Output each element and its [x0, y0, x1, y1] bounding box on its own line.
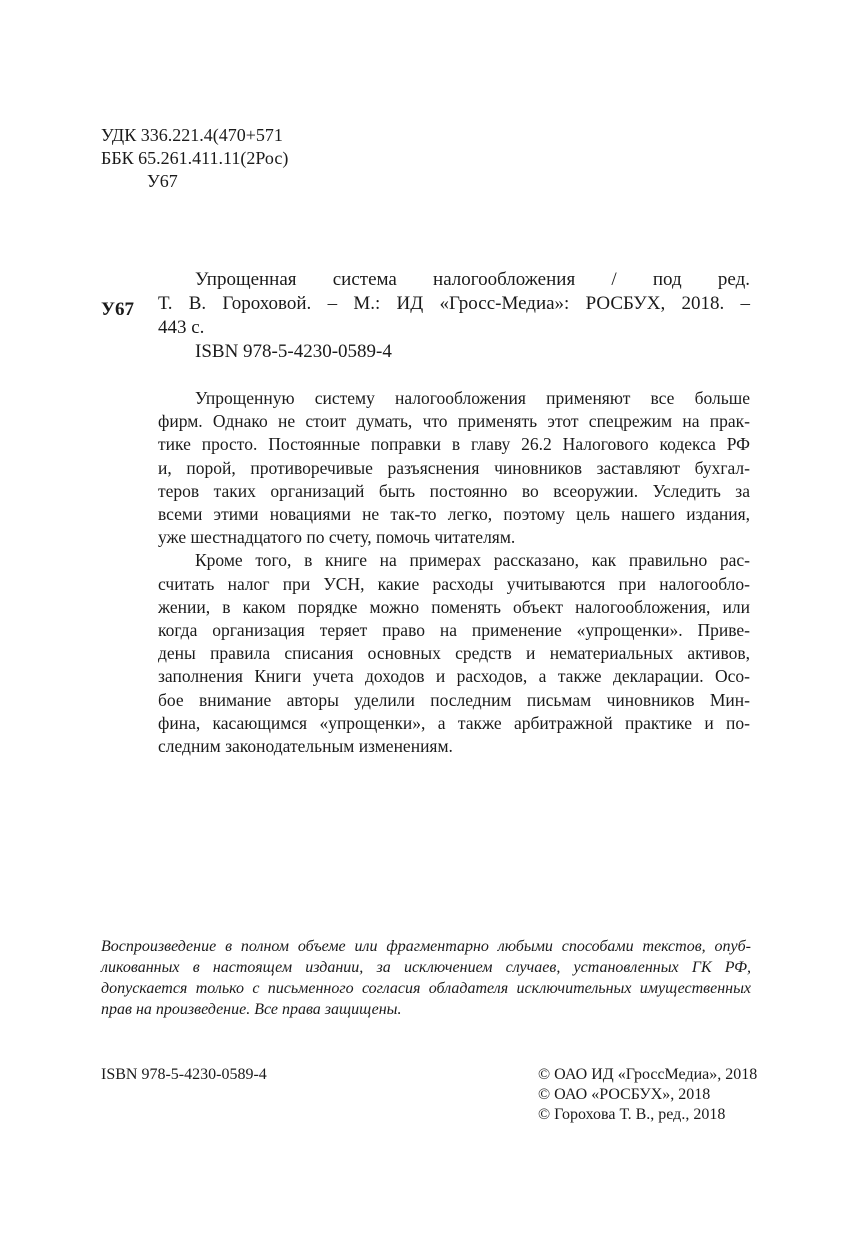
annotation-line: всеми этими новациями не так-то легко, поэтому цель нашего издания,	[158, 504, 750, 525]
annotation-line: бое внимание авторы уделили последним письмам чиновников Мин-	[158, 689, 750, 710]
bib-line-publisher: Т. В. Гороховой. – М.: ИД «Гросс-Медиа»: РОСБУХ, 2018. –	[158, 293, 750, 314]
annotation-line: уже шестнадцатого по счету, помочь читателям.	[158, 527, 516, 548]
annotation-line: фирм. Однако не стоит думать, что применять этот спецрежим на прак-	[158, 411, 750, 432]
annotation-line: считать налог при УСН, какие расходы учитываются при налогообло-	[158, 573, 750, 594]
copyright-line: © ОАО «РОСБУХ», 2018	[538, 1086, 711, 1103]
annotation-line: фина, касающимся «упрощенки», а также арбитражной практике и по-	[158, 712, 750, 733]
legal-line: Воспроизведение в полном объеме или фрагментарно любыми способами текстов, опуб-	[101, 938, 751, 955]
bib-line-pages: 443 с.	[158, 317, 205, 338]
annotation-line: тике просто. Постоянные поправки в главу 26.2 Налогового кодекса РФ	[158, 434, 750, 455]
legal-notice	[101, 936, 751, 1020]
classification-codes	[101, 124, 288, 193]
legal-line: допускается только с письменного согласия обладателя исключительных имущественных	[101, 980, 751, 997]
annotation-line: заполнения Книги учета доходов и расходов, а также декларации. Осо-	[158, 666, 750, 687]
annotation-line: дены правила списания основных средств и нематериальных активов,	[158, 643, 750, 664]
annotation-line: Упрощенную систему налогообложения применяют все больше	[195, 388, 750, 408]
legal-line: ликованных в настоящем издании, за исключением случаев, установленных ГК РФ,	[101, 959, 751, 976]
author-mark: У67	[147, 171, 178, 191]
bib-isbn: ISBN 978-5-4230-0589-4	[195, 341, 392, 362]
annotation-line: когда организация теряет право на применение «упрощенки». Приве-	[158, 620, 750, 641]
footer-isbn: ISBN 978-5-4230-0589-4	[101, 1066, 267, 1083]
annotation	[158, 387, 750, 758]
copyright-block	[538, 1065, 757, 1125]
legal-line: прав на произведение. Все права защищены.	[101, 1001, 402, 1018]
copyright-line: © Горохова Т. В., ред., 2018	[538, 1106, 726, 1123]
bib-line-title: Упрощенная система налогообложения / под ред.	[195, 269, 750, 290]
bib-author-mark: У67	[101, 299, 134, 320]
annotation-line: следним законодательным изменениям.	[158, 736, 453, 757]
udk-code: УДК 336.221.4(470+571	[101, 125, 283, 145]
copyright-line: © ОАО ИД «ГроссМедиа», 2018	[538, 1066, 758, 1083]
annotation-line: жении, в каком порядке можно поменять объект налогообложения, или	[158, 596, 750, 617]
annotation-line: и, порой, противоречивые разъяснения чиновников заставляют бухгал-	[158, 457, 750, 478]
bibliographic-record	[158, 268, 750, 364]
annotation-line: Кроме того, в книге на примерах рассказано, как правильно рас-	[195, 550, 750, 571]
annotation-line: теров таких организаций быть постоянно во всеоружии. Уследить за	[158, 480, 750, 501]
bbk-code: ББК 65.261.411.11(2Рос)	[101, 148, 289, 168]
